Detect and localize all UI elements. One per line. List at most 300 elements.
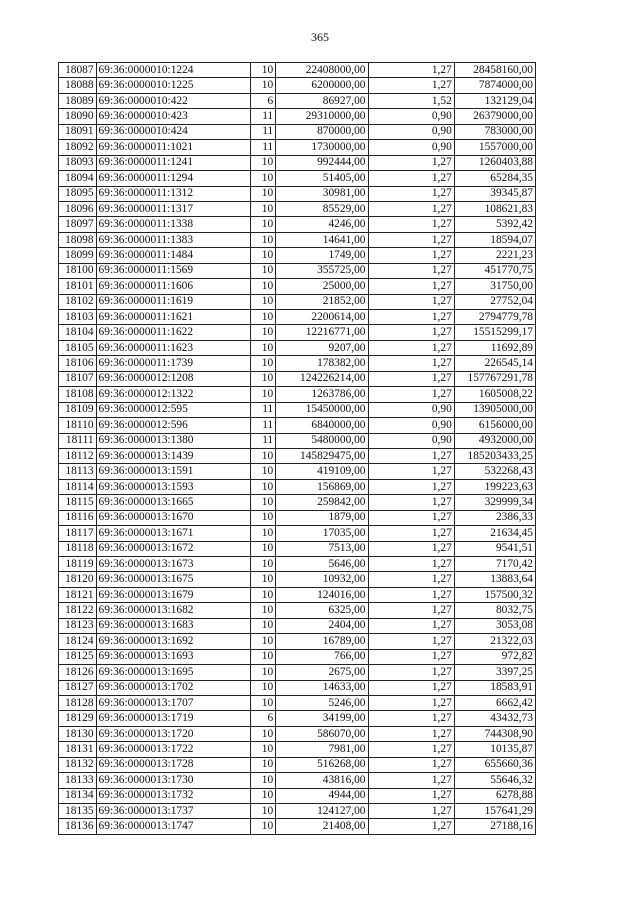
coefficient-cell: 1,27 <box>368 773 454 788</box>
coefficient-cell: 0,90 <box>368 140 454 155</box>
coefficient-cell: 0,90 <box>368 109 454 124</box>
cadastral-value-cell: 6325,00 <box>276 603 368 618</box>
cadastral-value-cell: 29310000,00 <box>276 109 368 124</box>
table-row <box>59 140 536 155</box>
coefficient-cell: 1,27 <box>368 757 454 772</box>
table-row <box>59 93 536 108</box>
table-row <box>59 495 536 510</box>
result-value-cell: 972,82 <box>454 649 535 664</box>
cadastral-number-cell: 69:36:0000013:1593 <box>96 479 250 494</box>
table-row <box>59 757 536 772</box>
cadastral-number-cell: 69:36:0000013:1707 <box>96 695 250 710</box>
coefficient-cell: 1,27 <box>368 371 454 386</box>
category-code-cell: 10 <box>250 726 275 741</box>
category-code-cell: 10 <box>250 310 275 325</box>
row-number-cell: 18094 <box>59 171 97 186</box>
row-number-cell: 18093 <box>59 155 97 170</box>
row-number-cell: 18105 <box>59 340 97 355</box>
cadastral-number-cell: 69:36:0000010:424 <box>96 124 250 139</box>
coefficient-cell: 1,27 <box>368 340 454 355</box>
category-code-cell: 10 <box>250 248 275 263</box>
result-value-cell: 185203433,25 <box>454 448 535 463</box>
result-value-cell: 655660,36 <box>454 757 535 772</box>
category-code-cell: 11 <box>250 124 275 139</box>
result-value-cell: 2794779,78 <box>454 310 535 325</box>
table-row <box>59 479 536 494</box>
coefficient-cell: 1,27 <box>368 510 454 525</box>
row-number-cell: 18109 <box>59 402 97 417</box>
cadastral-value-cell: 22408000,00 <box>276 63 368 78</box>
row-number-cell: 18107 <box>59 371 97 386</box>
result-value-cell: 451770,75 <box>454 263 535 278</box>
category-code-cell: 10 <box>250 804 275 819</box>
row-number-cell: 18136 <box>59 819 97 834</box>
cadastral-value-cell: 6200000,00 <box>276 78 368 93</box>
row-number-cell: 18099 <box>59 248 97 263</box>
result-value-cell: 3397,25 <box>454 665 535 680</box>
result-value-cell: 2386,33 <box>454 510 535 525</box>
cadastral-number-cell: 69:36:0000010:1225 <box>96 78 250 93</box>
coefficient-cell: 0,90 <box>368 418 454 433</box>
cadastral-value-cell: 2200614,00 <box>276 310 368 325</box>
cadastral-value-cell: 5246,00 <box>276 695 368 710</box>
coefficient-cell: 1,27 <box>368 356 454 371</box>
cadastral-number-cell: 69:36:0000011:1621 <box>96 310 250 325</box>
category-code-cell: 10 <box>250 217 275 232</box>
cadastral-value-cell: 124016,00 <box>276 587 368 602</box>
category-code-cell: 10 <box>250 742 275 757</box>
table-row <box>59 340 536 355</box>
result-value-cell: 7874000,00 <box>454 78 535 93</box>
table-row <box>59 773 536 788</box>
cadastral-number-cell: 69:36:0000012:1322 <box>96 387 250 402</box>
coefficient-cell: 1,52 <box>368 93 454 108</box>
result-value-cell: 13883,64 <box>454 572 535 587</box>
row-number-cell: 18122 <box>59 603 97 618</box>
coefficient-cell: 1,27 <box>368 387 454 402</box>
cadastral-value-cell: 34199,00 <box>276 711 368 726</box>
cadastral-value-cell: 259842,00 <box>276 495 368 510</box>
result-value-cell: 27188,16 <box>454 819 535 834</box>
table-row <box>59 742 536 757</box>
table-row <box>59 587 536 602</box>
category-code-cell: 10 <box>250 155 275 170</box>
category-code-cell: 10 <box>250 279 275 294</box>
table-row <box>59 155 536 170</box>
category-code-cell: 10 <box>250 695 275 710</box>
cadastral-value-cell: 992444,00 <box>276 155 368 170</box>
row-number-cell: 18110 <box>59 418 97 433</box>
result-value-cell: 6662,42 <box>454 695 535 710</box>
category-code-cell: 10 <box>250 464 275 479</box>
cadastral-number-cell: 69:36:0000011:1569 <box>96 263 250 278</box>
category-code-cell: 10 <box>250 171 275 186</box>
row-number-cell: 18114 <box>59 479 97 494</box>
coefficient-cell: 1,27 <box>368 155 454 170</box>
cadastral-number-cell: 69:36:0000011:1021 <box>96 140 250 155</box>
cadastral-value-cell: 14641,00 <box>276 232 368 247</box>
result-value-cell: 157767291,78 <box>454 371 535 386</box>
cadastral-value-cell: 1749,00 <box>276 248 368 263</box>
table-row <box>59 217 536 232</box>
row-number-cell: 18129 <box>59 711 97 726</box>
table-row <box>59 726 536 741</box>
coefficient-cell: 1,27 <box>368 201 454 216</box>
result-value-cell: 226545,14 <box>454 356 535 371</box>
cadastral-number-cell: 69:36:0000012:596 <box>96 418 250 433</box>
result-value-cell: 744308,90 <box>454 726 535 741</box>
row-number-cell: 18124 <box>59 634 97 649</box>
result-value-cell: 5392,42 <box>454 217 535 232</box>
table-row <box>59 294 536 309</box>
row-number-cell: 18103 <box>59 310 97 325</box>
result-value-cell: 4932000,00 <box>454 433 535 448</box>
row-number-cell: 18116 <box>59 510 97 525</box>
table-row <box>59 371 536 386</box>
result-value-cell: 132129,04 <box>454 93 535 108</box>
row-number-cell: 18115 <box>59 495 97 510</box>
category-code-cell: 10 <box>250 819 275 834</box>
table-row <box>59 171 536 186</box>
coefficient-cell: 0,90 <box>368 124 454 139</box>
result-value-cell: 3053,08 <box>454 618 535 633</box>
row-number-cell: 18134 <box>59 788 97 803</box>
cadastral-number-cell: 69:36:0000013:1730 <box>96 773 250 788</box>
table-row <box>59 63 536 78</box>
result-value-cell: 39345,87 <box>454 186 535 201</box>
row-number-cell: 18091 <box>59 124 97 139</box>
table-row <box>59 124 536 139</box>
cadastral-number-cell: 69:36:0000013:1695 <box>96 665 250 680</box>
result-value-cell: 21322,03 <box>454 634 535 649</box>
coefficient-cell: 1,27 <box>368 186 454 201</box>
cadastral-value-cell: 85529,00 <box>276 201 368 216</box>
row-number-cell: 18112 <box>59 448 97 463</box>
row-number-cell: 18118 <box>59 541 97 556</box>
table-row <box>59 263 536 278</box>
cadastral-number-cell: 69:36:0000013:1702 <box>96 680 250 695</box>
category-code-cell: 6 <box>250 711 275 726</box>
coefficient-cell: 1,27 <box>368 665 454 680</box>
cadastral-value-cell: 156869,00 <box>276 479 368 494</box>
cadastral-number-cell: 69:36:0000013:1679 <box>96 587 250 602</box>
cadastral-value-cell: 25000,00 <box>276 279 368 294</box>
table-row <box>59 680 536 695</box>
table-row <box>59 665 536 680</box>
cadastral-number-cell: 69:36:0000011:1619 <box>96 294 250 309</box>
result-value-cell: 1557000,00 <box>454 140 535 155</box>
cadastral-value-cell: 2675,00 <box>276 665 368 680</box>
cadastral-value-cell: 419109,00 <box>276 464 368 479</box>
cadastral-number-cell: 69:36:0000011:1294 <box>96 171 250 186</box>
result-value-cell: 8032,75 <box>454 603 535 618</box>
coefficient-cell: 1,27 <box>368 294 454 309</box>
result-value-cell: 1605008,22 <box>454 387 535 402</box>
table-row <box>59 310 536 325</box>
cadastral-number-cell: 69:36:0000013:1719 <box>96 711 250 726</box>
cadastral-number-cell: 69:36:0000013:1747 <box>96 819 250 834</box>
row-number-cell: 18089 <box>59 93 97 108</box>
category-code-cell: 10 <box>250 294 275 309</box>
coefficient-cell: 1,27 <box>368 495 454 510</box>
cadastral-number-cell: 69:36:0000013:1682 <box>96 603 250 618</box>
cadastral-number-cell: 69:36:0000013:1675 <box>96 572 250 587</box>
category-code-cell: 10 <box>250 680 275 695</box>
row-number-cell: 18121 <box>59 587 97 602</box>
category-code-cell: 10 <box>250 78 275 93</box>
cadastral-value-cell: 178382,00 <box>276 356 368 371</box>
cadastral-value-cell: 355725,00 <box>276 263 368 278</box>
cadastral-value-cell: 16789,00 <box>276 634 368 649</box>
coefficient-cell: 1,27 <box>368 587 454 602</box>
coefficient-cell: 1,27 <box>368 310 454 325</box>
cadastral-number-cell: 69:36:0000013:1732 <box>96 788 250 803</box>
cadastral-number-cell: 69:36:0000013:1693 <box>96 649 250 664</box>
cadastral-number-cell: 69:36:0000013:1737 <box>96 804 250 819</box>
result-value-cell: 13905000,00 <box>454 402 535 417</box>
table-row <box>59 464 536 479</box>
coefficient-cell: 1,27 <box>368 526 454 541</box>
table-row <box>59 78 536 93</box>
cadastral-value-cell: 9207,00 <box>276 340 368 355</box>
cadastral-number-cell: 69:36:0000012:1208 <box>96 371 250 386</box>
coefficient-cell: 0,90 <box>368 402 454 417</box>
row-number-cell: 18135 <box>59 804 97 819</box>
category-code-cell: 11 <box>250 140 275 155</box>
cadastral-value-cell: 1879,00 <box>276 510 368 525</box>
result-value-cell: 783000,00 <box>454 124 535 139</box>
coefficient-cell: 1,27 <box>368 448 454 463</box>
result-value-cell: 199223,63 <box>454 479 535 494</box>
cadastral-number-cell: 69:36:0000013:1439 <box>96 448 250 463</box>
coefficient-cell: 1,27 <box>368 634 454 649</box>
table-row <box>59 634 536 649</box>
category-code-cell: 11 <box>250 433 275 448</box>
result-value-cell: 11692,89 <box>454 340 535 355</box>
row-number-cell: 18120 <box>59 572 97 587</box>
category-code-cell: 10 <box>250 510 275 525</box>
cadastral-value-cell: 7513,00 <box>276 541 368 556</box>
row-number-cell: 18130 <box>59 726 97 741</box>
cadastral-number-cell: 69:36:0000010:423 <box>96 109 250 124</box>
coefficient-cell: 1,27 <box>368 649 454 664</box>
category-code-cell: 10 <box>250 263 275 278</box>
coefficient-cell: 1,27 <box>368 680 454 695</box>
cadastral-value-cell: 516268,00 <box>276 757 368 772</box>
coefficient-cell: 1,27 <box>368 819 454 834</box>
row-number-cell: 18098 <box>59 232 97 247</box>
cadastral-value-cell: 4944,00 <box>276 788 368 803</box>
coefficient-cell: 1,27 <box>368 464 454 479</box>
table-row <box>59 402 536 417</box>
category-code-cell: 10 <box>250 232 275 247</box>
cadastral-number-cell: 69:36:0000013:1728 <box>96 757 250 772</box>
cadastral-number-cell: 69:36:0000013:1380 <box>96 433 250 448</box>
coefficient-cell: 1,27 <box>368 171 454 186</box>
cadastral-value-cell: 51405,00 <box>276 171 368 186</box>
coefficient-cell: 1,27 <box>368 618 454 633</box>
cadastral-number-cell: 69:36:0000010:1224 <box>96 63 250 78</box>
category-code-cell: 10 <box>250 186 275 201</box>
coefficient-cell: 1,27 <box>368 263 454 278</box>
category-code-cell: 10 <box>250 557 275 572</box>
table-row <box>59 788 536 803</box>
cadastral-number-cell: 69:36:0000011:1622 <box>96 325 250 340</box>
coefficient-cell: 1,27 <box>368 557 454 572</box>
category-code-cell: 10 <box>250 201 275 216</box>
coefficient-cell: 1,27 <box>368 78 454 93</box>
category-code-cell: 11 <box>250 109 275 124</box>
table-row <box>59 526 536 541</box>
category-code-cell: 10 <box>250 479 275 494</box>
table-row <box>59 418 536 433</box>
coefficient-cell: 1,27 <box>368 479 454 494</box>
table-row <box>59 510 536 525</box>
table-row <box>59 649 536 664</box>
row-number-cell: 18104 <box>59 325 97 340</box>
cadastral-value-cell: 1263786,00 <box>276 387 368 402</box>
table-row <box>59 248 536 263</box>
category-code-cell: 10 <box>250 325 275 340</box>
result-value-cell: 6156000,00 <box>454 418 535 433</box>
table-row <box>59 448 536 463</box>
coefficient-cell: 1,27 <box>368 742 454 757</box>
cadastral-value-cell: 1730000,00 <box>276 140 368 155</box>
table-row <box>59 603 536 618</box>
cadastral-table <box>58 62 536 835</box>
table-row <box>59 279 536 294</box>
page-number: 365 <box>311 30 329 44</box>
result-value-cell: 26379000,00 <box>454 109 535 124</box>
cadastral-value-cell: 5480000,00 <box>276 433 368 448</box>
coefficient-cell: 1,27 <box>368 541 454 556</box>
cadastral-number-cell: 69:36:0000011:1383 <box>96 232 250 247</box>
row-number-cell: 18123 <box>59 618 97 633</box>
row-number-cell: 18096 <box>59 201 97 216</box>
cadastral-value-cell: 2404,00 <box>276 618 368 633</box>
table-row <box>59 109 536 124</box>
cadastral-number-cell: 69:36:0000013:1671 <box>96 526 250 541</box>
cadastral-number-cell: 69:36:0000011:1606 <box>96 279 250 294</box>
cadastral-number-cell: 69:36:0000013:1673 <box>96 557 250 572</box>
cadastral-number-cell: 69:36:0000013:1683 <box>96 618 250 633</box>
cadastral-number-cell: 69:36:0000011:1312 <box>96 186 250 201</box>
category-code-cell: 10 <box>250 788 275 803</box>
cadastral-number-cell: 69:36:0000012:595 <box>96 402 250 417</box>
cadastral-value-cell: 5646,00 <box>276 557 368 572</box>
row-number-cell: 18131 <box>59 742 97 757</box>
cadastral-value-cell: 15450000,00 <box>276 402 368 417</box>
table-row <box>59 572 536 587</box>
cadastral-number-cell: 69:36:0000013:1692 <box>96 634 250 649</box>
category-code-cell: 6 <box>250 93 275 108</box>
category-code-cell: 10 <box>250 587 275 602</box>
coefficient-cell: 1,27 <box>368 788 454 803</box>
result-value-cell: 15515299,17 <box>454 325 535 340</box>
row-number-cell: 18087 <box>59 63 97 78</box>
table-row <box>59 618 536 633</box>
row-number-cell: 18128 <box>59 695 97 710</box>
cadastral-number-cell: 69:36:0000011:1623 <box>96 340 250 355</box>
coefficient-cell: 1,27 <box>368 603 454 618</box>
table-row <box>59 695 536 710</box>
result-value-cell: 6278,88 <box>454 788 535 803</box>
row-number-cell: 18090 <box>59 109 97 124</box>
category-code-cell: 10 <box>250 634 275 649</box>
row-number-cell: 18095 <box>59 186 97 201</box>
coefficient-cell: 1,27 <box>368 804 454 819</box>
row-number-cell: 18127 <box>59 680 97 695</box>
category-code-cell: 11 <box>250 418 275 433</box>
cadastral-value-cell: 86927,00 <box>276 93 368 108</box>
table-row <box>59 232 536 247</box>
result-value-cell: 10135,87 <box>454 742 535 757</box>
result-value-cell: 2221,23 <box>454 248 535 263</box>
cadastral-number-cell: 69:36:0000013:1722 <box>96 742 250 757</box>
result-value-cell: 1260403,88 <box>454 155 535 170</box>
result-value-cell: 31750,00 <box>454 279 535 294</box>
row-number-cell: 18097 <box>59 217 97 232</box>
row-number-cell: 18088 <box>59 78 97 93</box>
coefficient-cell: 1,27 <box>368 572 454 587</box>
cadastral-number-cell: 69:36:0000011:1338 <box>96 217 250 232</box>
category-code-cell: 10 <box>250 371 275 386</box>
cadastral-value-cell: 4246,00 <box>276 217 368 232</box>
table-body <box>59 63 536 835</box>
result-value-cell: 18594,07 <box>454 232 535 247</box>
category-code-cell: 10 <box>250 387 275 402</box>
result-value-cell: 157500,32 <box>454 587 535 602</box>
result-value-cell: 9541,51 <box>454 541 535 556</box>
coefficient-cell: 1,27 <box>368 711 454 726</box>
row-number-cell: 18125 <box>59 649 97 664</box>
cadastral-value-cell: 870000,00 <box>276 124 368 139</box>
row-number-cell: 18101 <box>59 279 97 294</box>
cadastral-number-cell: 69:36:0000013:1672 <box>96 541 250 556</box>
row-number-cell: 18092 <box>59 140 97 155</box>
coefficient-cell: 1,27 <box>368 63 454 78</box>
category-code-cell: 10 <box>250 541 275 556</box>
table-row <box>59 541 536 556</box>
cadastral-number-cell: 69:36:0000013:1665 <box>96 495 250 510</box>
cadastral-number-cell: 69:36:0000011:1241 <box>96 155 250 170</box>
cadastral-number-cell: 69:36:0000013:1670 <box>96 510 250 525</box>
cadastral-value-cell: 6840000,00 <box>276 418 368 433</box>
row-number-cell: 18106 <box>59 356 97 371</box>
cadastral-value-cell: 12216771,00 <box>276 325 368 340</box>
table-row <box>59 557 536 572</box>
result-value-cell: 18583,91 <box>454 680 535 695</box>
row-number-cell: 18102 <box>59 294 97 309</box>
table-row <box>59 711 536 726</box>
category-code-cell: 10 <box>250 448 275 463</box>
result-value-cell: 55646,32 <box>454 773 535 788</box>
cadastral-number-cell: 69:36:0000011:1484 <box>96 248 250 263</box>
cadastral-value-cell: 145829475,00 <box>276 448 368 463</box>
category-code-cell: 10 <box>250 757 275 772</box>
category-code-cell: 10 <box>250 603 275 618</box>
coefficient-cell: 0,90 <box>368 433 454 448</box>
category-code-cell: 10 <box>250 340 275 355</box>
table-row <box>59 186 536 201</box>
row-number-cell: 18133 <box>59 773 97 788</box>
cadastral-value-cell: 10932,00 <box>276 572 368 587</box>
row-number-cell: 18126 <box>59 665 97 680</box>
result-value-cell: 28458160,00 <box>454 63 535 78</box>
row-number-cell: 18113 <box>59 464 97 479</box>
row-number-cell: 18100 <box>59 263 97 278</box>
table-row <box>59 433 536 448</box>
